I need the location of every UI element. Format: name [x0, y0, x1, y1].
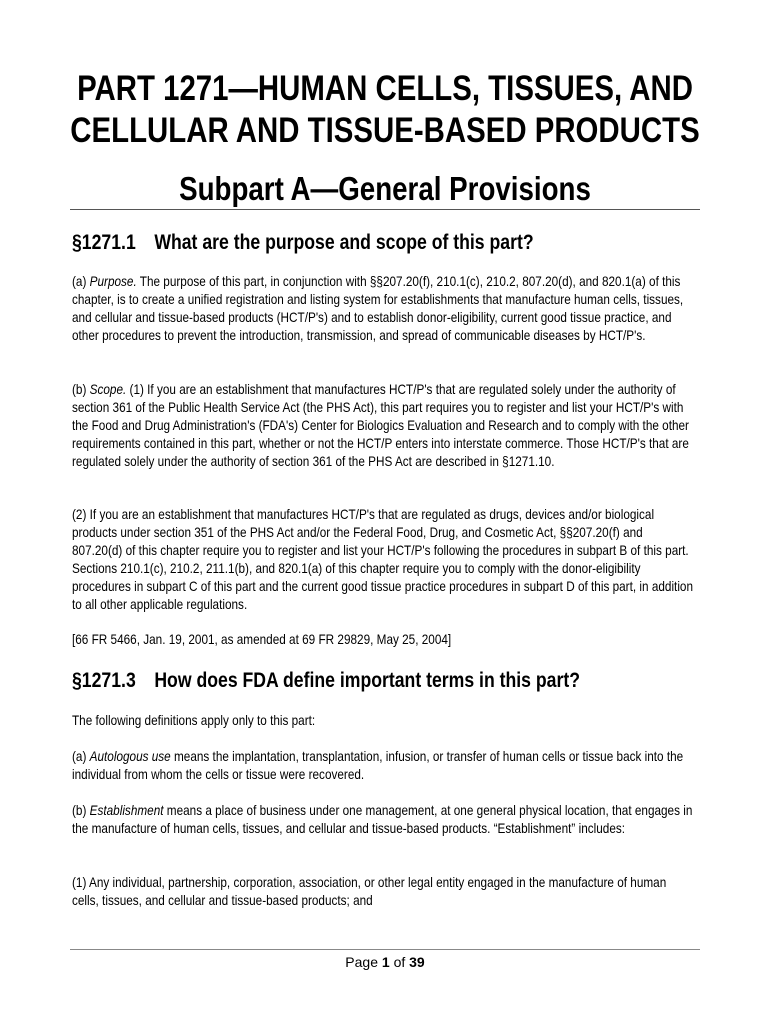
paragraph: [72, 505, 694, 613]
paragraph: [72, 801, 694, 837]
part-title-line-2: CELLULAR AND TISSUE-BASED PRODUCTS: [70, 111, 700, 150]
paragraph: [72, 747, 694, 783]
section-heading: [72, 668, 580, 694]
section-number: §1271.1: [72, 231, 136, 254]
paragraph-text: means a place of business under one management, at one general physical location, that engages in the manufacture of human cells, tissues, and cellular and tissue-based products. “Establishment” includes:: [72, 802, 693, 836]
section-title: How does FDA define important terms in this part?: [154, 669, 581, 692]
paragraph-term: Purpose.: [89, 273, 137, 289]
footer-divider: [70, 949, 700, 950]
paragraph-term: Scope.: [89, 381, 127, 397]
title-divider: [70, 209, 700, 210]
section-heading: [72, 230, 534, 256]
paragraph-prefix: (a): [72, 273, 90, 289]
paragraph-term: Autologous use: [89, 748, 171, 764]
paragraph-term: Establishment: [89, 802, 164, 818]
paragraph-text: means the implantation, transplantation, infusion, or transfer of human cells or tissue back into the individual from whom the cells or tissue were recovered.: [72, 748, 684, 782]
paragraph-text: (1) Any individual, partnership, corporation, association, or other legal entity engaged in the manufacture of human cells, tissues, and cellular and tissue-based products; and: [72, 874, 667, 908]
part-title-line-1: PART 1271—HUMAN CELLS, TISSUES, AND: [77, 69, 693, 108]
paragraph-prefix: (b): [72, 381, 90, 397]
paragraph-prefix: (a): [72, 748, 90, 764]
paragraph: [72, 873, 694, 909]
section-number: §1271.3: [72, 669, 136, 692]
paragraph: [72, 380, 694, 470]
of-label: of: [393, 954, 406, 970]
citation-text: [66 FR 5466, Jan. 19, 2001, as amended at 69 FR 29829, May 25, 2004]: [72, 631, 452, 647]
subpart-title: Subpart A—General Provisions: [179, 170, 591, 207]
paragraph-text: The purpose of this part, in conjunction with §§207.20(f), 210.1(c), 210.2, 807.20(d), and 820.1(a) of this chapter, is to create a unified registration and listing system for establishments that manufacture human cells, tissues, and cellular and tissue-based products (HCT/P's) and to establish donor-eligibility, current good tissue practice, and other procedures to prevent the introduction, transmission, and spread of communicable diseases by HCT/P's.: [72, 273, 684, 343]
page-label: Page: [345, 954, 378, 970]
page-footer: [0, 953, 770, 971]
section-title: What are the purpose and scope of this part?: [154, 231, 534, 254]
paragraph-prefix: (b): [72, 802, 90, 818]
part-title: [62, 68, 709, 152]
paragraph: [72, 272, 694, 344]
paragraph-text: (1) If you are an establishment that manufactures HCT/P's that are regulated solely under the authority of section 361 of the Public Health Service Act (the PHS Act), this part requires you to register and list your HCT/P's with the Food and Drug Administration's (FDA's) Center for Biologics Evaluation and Research and to comply with the other requirements contained in this part, whether or not the HCT/P enters into interstate commerce. Those HCT/P's that are regulated solely under the authority of section 361 of the PHS Act are described in §1271.10.: [72, 381, 689, 469]
total-pages-number: 39: [409, 954, 425, 970]
citation: [72, 630, 694, 648]
current-page-number: 1: [381, 954, 390, 970]
paragraph-text: (2) If you are an establishment that manufactures HCT/P's that are regulated as drugs, devices and/or biological products under section 351 of the PHS Act and/or the Federal Food, Drug, and Cosmetic Act, §§207.20(f) and 807.20(d) of this chapter require you to register and list your HCT/P's following the procedures in subpart B of this part. Sections 210.1(c), 210.2, 211.1(b), and 820.1(a) of this chapter require you to comply with the donor-eligibility procedures in subpart C of this part and the current good tissue practice procedures in subpart D of this part, in addition to all other applicable regulations.: [72, 506, 694, 612]
paragraph-text: The following definitions apply only to this part:: [72, 712, 316, 728]
paragraph: [72, 711, 694, 729]
